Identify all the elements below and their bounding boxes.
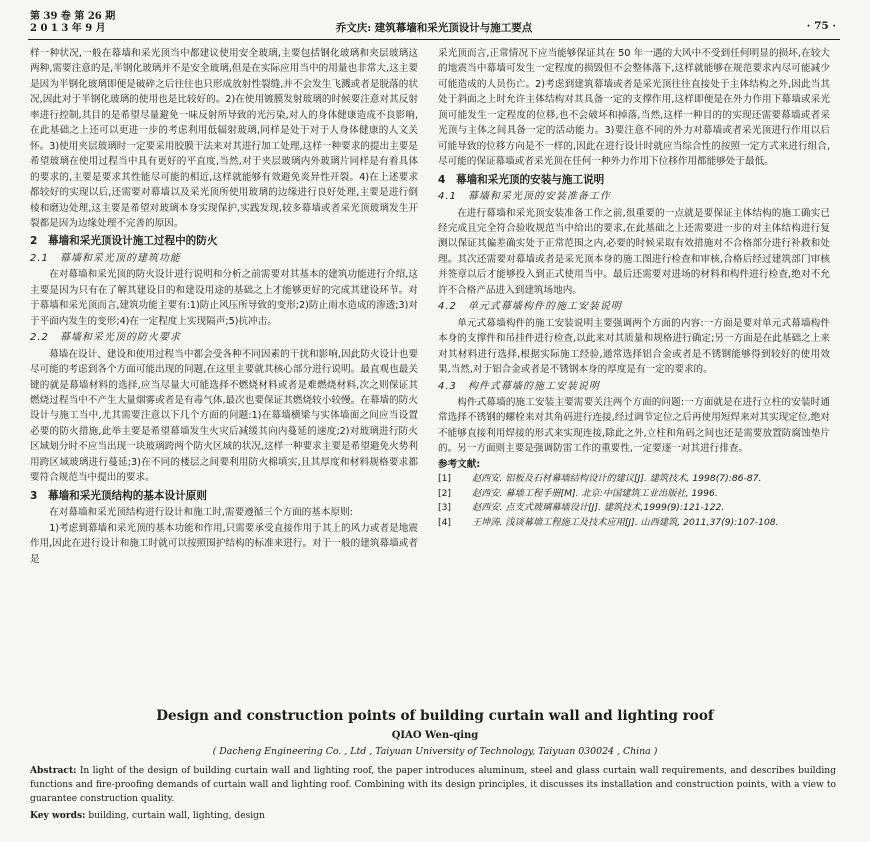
section-heading-4: 4 幕墙和采光顶的安装与施工说明	[438, 173, 605, 186]
reference-number: [1]	[438, 473, 452, 485]
right-column	[438, 46, 830, 530]
keywords-text: building, curtain wall, lighting, design	[85, 811, 265, 821]
reference-number: [4]	[438, 516, 452, 528]
reference-item	[438, 487, 830, 502]
section-heading-2: 2 幕墙和采光顶设计施工过程中的防火	[30, 235, 218, 248]
abstract-text: In light of the design of building curtain wall and lighting roof, the paper introduces aluminum, steel and glass curtain wall requirements, and describes building functions and fire-proofing demands of curtain wall and lighting roof. Combining with its design principles, it discusses its installation and construction points, with a view to guarantee construction quality.	[30, 766, 836, 805]
paragraph: 样一种状况,一般在幕墙和采光顶当中都建议使用安全玻璃,主要包括钢化玻璃和夹层玻璃这两种,需要注意的是,半钢化玻璃并不是安全玻璃,但是在实际应用当中的用量也非常大,这主要是因为半钢化玻璃即便是破碎之后往往也只形成放射性裂缝,并不会发生飞溅或者是脱落的状况,因此对于半钢化玻璃的使用也是比较好的。2)在使用镀膜发射玻璃的时候要注意对其反射率进行控制,其目的是希望尽量避免一味反射所导致的光污染,对人的身体健康造成不良影响,在此基础之上还可以更进一步的考虑利用低辐射玻璃,同样是处于对于人身体健康的人文关怀。3)使用夹层玻璃时一定要采用胶膜干法来对其进行加工处理,这样一种要求的提出主要是希望玻璃在使用过程当中具有更好的平直度,当然,对于夹层玻璃内外玻璃片同样是有着具体的要求的,主要是要求其性能尽可能的相近,这样就能够有效避免炎异性开裂。4)在上述要求都较好的实现以后,还需要对幕墙以及采光顶所使用玻璃的边缘进行良好处理,主要是进行倒棱和磨边处理,这主要是希望对玻璃本身实现保护,实践发现,较多幕墙或者采光顶玻璃发生开裂都是因为边缘处理不完善的原因。	[30, 48, 418, 229]
english-affiliation: ( Dacheng Engineering Co. , Ltd , Taiyuan University of Technology, Taiyuan 030024 , China )	[212, 746, 658, 757]
subsection-heading-4-3: 4.3 构件式幕墙的施工安装说明	[438, 380, 600, 392]
abstract-label: Abstract:	[30, 765, 77, 776]
volume-issue: 第 39 卷 第 26 期	[30, 11, 116, 22]
running-title: 乔文庆: 建筑幕墙和采光顶设计与施工要点	[335, 22, 533, 34]
paragraph: 在对幕墙和采光顶结构进行设计和施工时,需要遵循三个方面的基本原则:	[49, 507, 353, 519]
paragraph: 在对幕墙和采光顶的防火设计进行说明和分析之前需要对其基本的建筑功能进行介绍,这主要是因为只有在了解其建设目的和建设用途的基础之上才能够更好的完成其建设环节。对于幕墙和采光顶而言,建筑功能主要有:1)防止风压所导致的变形;2)防止雨水造成的渗透;3)对于平面内发生的变形;4)在一定程度上实现隔声;5)抗冲击。	[30, 269, 418, 327]
paragraph: 1)考虑到幕墙和采光顶的基本功能和作用,只需要承受直接作用于其上的风力或者是地震作用,因此在进行设计和施工时就可以按照围护结构的标准来进行。对于一般的建筑幕墙或者是	[30, 522, 418, 565]
publication-date: 2 0 1 3 年 9 月	[30, 23, 106, 34]
english-title: Design and construction points of building curtain wall and lighting roof	[156, 708, 714, 724]
english-keywords	[30, 810, 836, 821]
keywords-label: Key words:	[30, 810, 86, 821]
references-title: 参考文献:	[438, 458, 481, 470]
paragraph: 在进行幕墙和采光顶安装准备工作之前,很重要的一点就是要保证主体结构的施工确实已经完成且完全符合验收规范当中给出的要求,在此基础之上还需要进一步的对主体结构进行复测以保证其偏差确实处于正常范围之内,必要的时候采取有效措施对不合格部分进行补救和处理。其次还需要对幕墙或者是采光顶本身的施工图进行检查和审核,合格后经过建筑部门审核并签章以后才能够投入到正式使用当中。最后还需要对进场的材料和构件进行检查,绝对不允许不合格产品进入到建筑场地内。	[438, 207, 830, 296]
paragraph: 单元式幕墙构件的施工安装说明主要强调两个方面的内容:一方面是要对单元式幕墙构件本身的支撑件和吊挂件进行检查,以此来对其质量和规格进行确定;另一方面是在此基础之上来对其材料进行选择,根据实际施工经验,通常选择铝合金或者是不锈钢能够得到较好的使用效果,当然,对于铝合金或者是不锈钢本身的厚度是有一定的要求的。	[438, 317, 830, 376]
reference-number: [3]	[438, 502, 452, 514]
section-heading-3: 3 幕墙和采光顶结构的基本设计原则	[30, 489, 207, 502]
paragraph: 采光顶而言,正常情况下应当能够保证其在 50 年一遇的大风中不受到任何明显的损坏,在较大的地震当中幕墙可发生一定程度的损毁但不会整体落下,这样就能够在规范要求内尽可能减少可能造成的人员伤亡。2)考虑到建筑幕墙或者是采光顶往往直接处于主体结构之外,因此当其处于斜面之上时允许主体结构对其具备一定的支撑作用,这样即便是在外力作用下幕墙或采光顶可能发生一定程度的位移,也不会破坏和掉落,当然,这样一种目的的实现还需要幕墙或者采光顶与主体之间具备一定的活动能力。3)要注意不同的外力对幕墙或者采光顶进行作用以后可能导致的位移方向是不一样的,因此在进行设计时就应当综合性的按照一定方式来进行组合,尽可能的保证幕墙或者采光顶在任何一种外力作用下位移作用都能够处于最低。	[438, 48, 830, 168]
reference-item	[438, 472, 830, 487]
reference-text: 赵西安. 铝板及石材幕墙结构设计的建议[J]. 建筑技术, 1998(7):86-87.	[472, 473, 762, 485]
reference-text: 赵西安. 点支式玻璃幕墙设计[J]. 建筑技术,1999(9):121-122.	[472, 502, 725, 514]
subsection-heading-2-2: 2.2 幕墙和采光顶的防火要求	[30, 332, 181, 344]
reference-item	[438, 516, 830, 531]
reference-number: [2]	[438, 487, 452, 499]
english-abstract	[30, 764, 836, 807]
header-rule	[28, 39, 840, 40]
reference-text: 赵西安. 幕墙工程手册[M]. 北京:中国建筑工业出版社, 1996.	[472, 487, 718, 499]
reference-item	[438, 501, 830, 516]
reference-text: 王坤涛. 浅谈幕墙工程施工及技术应用[J]. 山西建筑, 2011,37(9):107-108.	[472, 516, 779, 528]
subsection-heading-4-2: 4.2 单元式幕墙构件的施工安装说明	[438, 301, 622, 313]
subsection-heading-4-1: 4.1 幕墙和采光顶的安装准备工作	[438, 191, 611, 203]
page-header	[28, 10, 840, 40]
left-column	[30, 46, 418, 567]
paragraph: 幕墙在设计、建设和使用过程当中都会受各种不同因素的干扰和影响,因此防火设计也要尽可能的考虑到各个方面可能出现的问题,在这里主要就其核心部分进行说明。最直观也最关键的就是幕墙材料的选择,应当尽量大可能选择不燃烧材料或者是难燃烧材料,次之则保证其燃烧过程当中不产生大量烟雾或者是有毒气体,最次也要保证其燃烧较小较慢。在幕墙的防火设计与施工当中,尤其需要注意以下几个方面的问题:1)在幕墙横梁与实体墙面之间应当设置必要的防火措施,此举主要是希望幕墙发生火灾后减缓其向内蔓延的速度;2)对玻璃进行防火区域划分时不应当出现一块玻璃跨两个防火区域的状况,这样一种要求主要是希望避免火势利用跨区域玻璃进行蔓延;3)在不同的楼层之间要利用防火棉填实,且其厚度和材料规格要求都要符合规范当中提出的要求。	[30, 348, 418, 484]
subsection-heading-2-1: 2.1 幕墙和采光顶的建筑功能	[30, 252, 181, 264]
page-number: · 75 ·	[806, 20, 836, 32]
english-author: QIAO Wen-qing	[391, 730, 479, 741]
references-list	[438, 472, 830, 530]
paragraph: 构件式幕墙的施工安装主要需要关注两个方面的问题:一方面就是在进行立柱的安装时通常选择不锈钢的螺栓来对其角码进行连接,经过调节定位之后再使用短焊来对其实现定位,绝对不能够直接利用焊接的形式来实现连接,除此之外,立柱和角码之间也还是需要放置防腐蚀垫片的。另一方面则主要是强调防雷工作的重要性,一定要逐一对其进行排查。	[438, 396, 830, 455]
